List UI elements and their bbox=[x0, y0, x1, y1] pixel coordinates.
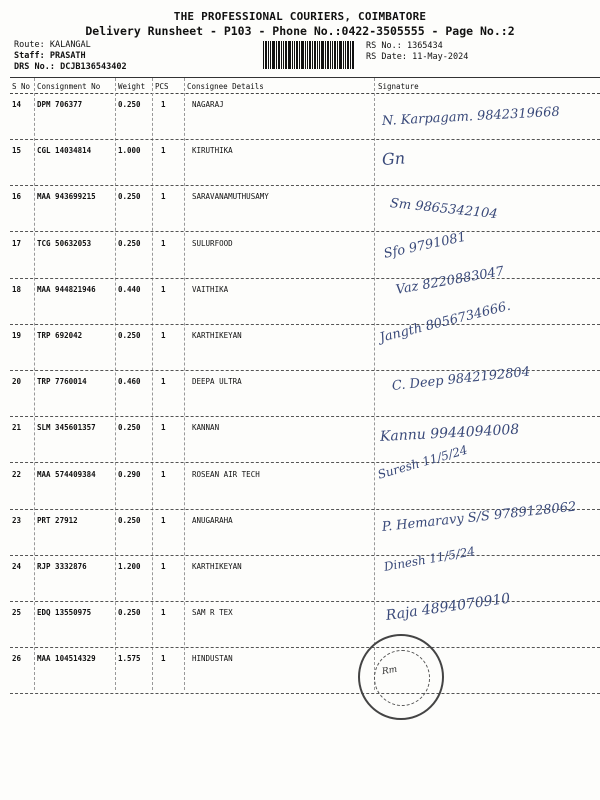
row-sno: 19 bbox=[12, 331, 22, 340]
company-stamp bbox=[358, 634, 444, 720]
stamp-initials: Rm bbox=[381, 664, 399, 678]
row-signature: Jangth 8056734666. bbox=[378, 298, 513, 346]
row-consignment-no: RJP 3332876 bbox=[37, 562, 87, 571]
row-pcs: 1 bbox=[161, 146, 166, 156]
row-consignee: SULURFOOD bbox=[192, 238, 233, 248]
row-consignment-no: MAA 944821946 bbox=[37, 284, 96, 294]
row-consignment-no: MAA 574409384 bbox=[37, 469, 96, 479]
row-pcs: 1 bbox=[161, 377, 166, 387]
row-signature: Sfo 9791081 bbox=[382, 229, 468, 262]
row-pcs: 1 bbox=[161, 238, 166, 248]
staff-line bbox=[14, 51, 86, 61]
row-consignment-no: TRP 7760014 bbox=[37, 377, 87, 387]
row-consignment-no: EDQ 13550975 bbox=[37, 608, 92, 618]
rs-no-value: 1365434 bbox=[406, 41, 443, 51]
row-sno: 14 bbox=[12, 100, 22, 109]
row-consignee: ROSEAN AIR TECH bbox=[192, 469, 260, 479]
row-pcs: 1 bbox=[161, 100, 166, 109]
row-consignee: KIRUTHIKA bbox=[192, 146, 233, 156]
row-signature: Raja 4894070910 bbox=[384, 590, 512, 625]
row-consignee: KARTHIKEYAN bbox=[192, 331, 242, 340]
row-sno: 17 bbox=[12, 238, 22, 248]
col-consignment: Consignment No bbox=[37, 82, 101, 91]
row-separator bbox=[10, 693, 600, 694]
route-line bbox=[14, 40, 91, 50]
drs-label: DRS No.: bbox=[14, 62, 55, 72]
row-signature: P. Hemaravy S/S 9789128062 bbox=[381, 499, 578, 535]
row-weight: 0.250 bbox=[118, 423, 141, 433]
row-pcs: 1 bbox=[161, 608, 166, 618]
row-consignee: SAM R TEX bbox=[192, 608, 233, 618]
header-top-rule bbox=[10, 77, 600, 78]
table-row bbox=[10, 464, 600, 510]
row-weight: 0.250 bbox=[118, 192, 141, 202]
row-weight: 0.440 bbox=[118, 284, 141, 294]
row-weight: 1.000 bbox=[118, 146, 141, 156]
drs-value: DCJB136543402 bbox=[60, 62, 127, 72]
table-row bbox=[10, 233, 600, 279]
row-sno: 24 bbox=[12, 562, 22, 571]
row-consignee: SARAVANAMUTHUSAMY bbox=[192, 192, 269, 202]
staff-value: PRASATH bbox=[49, 51, 86, 61]
row-consignment-no: PRT 27912 bbox=[37, 515, 78, 525]
row-consignment-no: MAA 104514329 bbox=[37, 654, 96, 664]
row-weight: 0.250 bbox=[118, 331, 141, 340]
barcode bbox=[263, 41, 355, 69]
col-sno: S No bbox=[12, 82, 31, 91]
row-weight: 0.250 bbox=[118, 608, 141, 618]
runsheet-subtitle: Delivery Runsheet - P103 - Phone No.:0422-3505555 - Page No.:2 bbox=[85, 24, 515, 38]
row-pcs: 1 bbox=[161, 423, 166, 433]
row-pcs: 1 bbox=[161, 654, 166, 664]
rs-date-value: 11-May-2024 bbox=[412, 52, 469, 62]
row-consignment-no: MAA 943699215 bbox=[37, 192, 96, 202]
row-consignment-no: TRP 692042 bbox=[37, 331, 83, 340]
table-row bbox=[10, 602, 600, 648]
row-weight: 0.460 bbox=[118, 377, 141, 387]
row-sno: 25 bbox=[12, 608, 22, 618]
rs-date-line bbox=[366, 52, 468, 62]
row-weight: 0.290 bbox=[118, 469, 141, 479]
row-consignment-no: SLM 345601357 bbox=[37, 423, 96, 433]
table-row bbox=[10, 556, 600, 602]
row-weight: 1.575 bbox=[118, 654, 141, 664]
row-sno: 16 bbox=[12, 192, 22, 202]
row-weight: 0.250 bbox=[118, 515, 141, 525]
rs-no-label: RS No.: bbox=[366, 41, 402, 51]
row-sno: 20 bbox=[12, 377, 22, 387]
row-pcs: 1 bbox=[161, 192, 166, 202]
staff-label: Staff: bbox=[14, 51, 45, 61]
row-weight: 0.250 bbox=[118, 238, 141, 248]
row-consignee: ANUGARAHA bbox=[192, 515, 233, 525]
row-consignee: KARTHIKEYAN bbox=[192, 562, 242, 571]
row-consignee: KANNAN bbox=[192, 423, 220, 433]
row-weight: 1.200 bbox=[118, 562, 141, 571]
row-pcs: 1 bbox=[161, 515, 166, 525]
table-row bbox=[10, 325, 600, 371]
row-consignee: NAGARAJ bbox=[192, 100, 224, 109]
route-value: KALANGAL bbox=[49, 40, 91, 50]
rs-no-line bbox=[366, 41, 443, 51]
table-row bbox=[10, 186, 600, 232]
row-pcs: 1 bbox=[161, 331, 166, 340]
row-signature: C. Deep 9842192804 bbox=[391, 364, 531, 395]
drs-line bbox=[14, 62, 127, 72]
col-signature: Signature bbox=[378, 82, 419, 91]
row-signature: Vaz 8220883047 bbox=[394, 263, 506, 298]
table-row bbox=[10, 140, 600, 186]
row-sno: 18 bbox=[12, 284, 22, 294]
row-signature: Kannu 9944094008 bbox=[379, 422, 520, 446]
rs-date-label: RS Date: bbox=[366, 52, 407, 62]
row-consignment-no: CGL 14034814 bbox=[37, 146, 92, 156]
table-row bbox=[10, 279, 600, 325]
table-row bbox=[10, 648, 600, 694]
col-pcs: PCS bbox=[155, 82, 169, 91]
row-consignment-no: TCG 50632053 bbox=[37, 238, 92, 248]
row-consignee: DEEPA ULTRA bbox=[192, 377, 242, 387]
row-sno: 23 bbox=[12, 515, 22, 525]
row-signature: Suresh 11/5/24 bbox=[376, 442, 470, 482]
row-pcs: 1 bbox=[161, 562, 166, 571]
row-consignee: HINDUSTAN bbox=[192, 654, 233, 664]
row-consignee: VAITHIKA bbox=[192, 284, 229, 294]
row-signature: N. Karpagam. 9842319668 bbox=[381, 104, 561, 129]
row-signature: Sm 9865342104 bbox=[389, 196, 499, 223]
row-sno: 26 bbox=[12, 654, 22, 664]
row-consignment-no: DPM 706377 bbox=[37, 100, 83, 109]
row-pcs: 1 bbox=[161, 469, 166, 479]
row-sno: 21 bbox=[12, 423, 22, 433]
col-weight: Weight bbox=[118, 82, 146, 91]
company-title: THE PROFESSIONAL COURIERS, COIMBATORE bbox=[173, 10, 427, 23]
row-weight: 0.250 bbox=[118, 100, 141, 109]
col-consignee: Consignee Details bbox=[187, 82, 264, 91]
row-sno: 15 bbox=[12, 146, 22, 156]
row-sno: 22 bbox=[12, 469, 22, 479]
route-label: Route: bbox=[14, 40, 45, 50]
row-pcs: 1 bbox=[161, 284, 166, 294]
row-signature: Gn bbox=[381, 148, 406, 170]
row-signature: Dinesh 11/5/24 bbox=[382, 544, 477, 574]
